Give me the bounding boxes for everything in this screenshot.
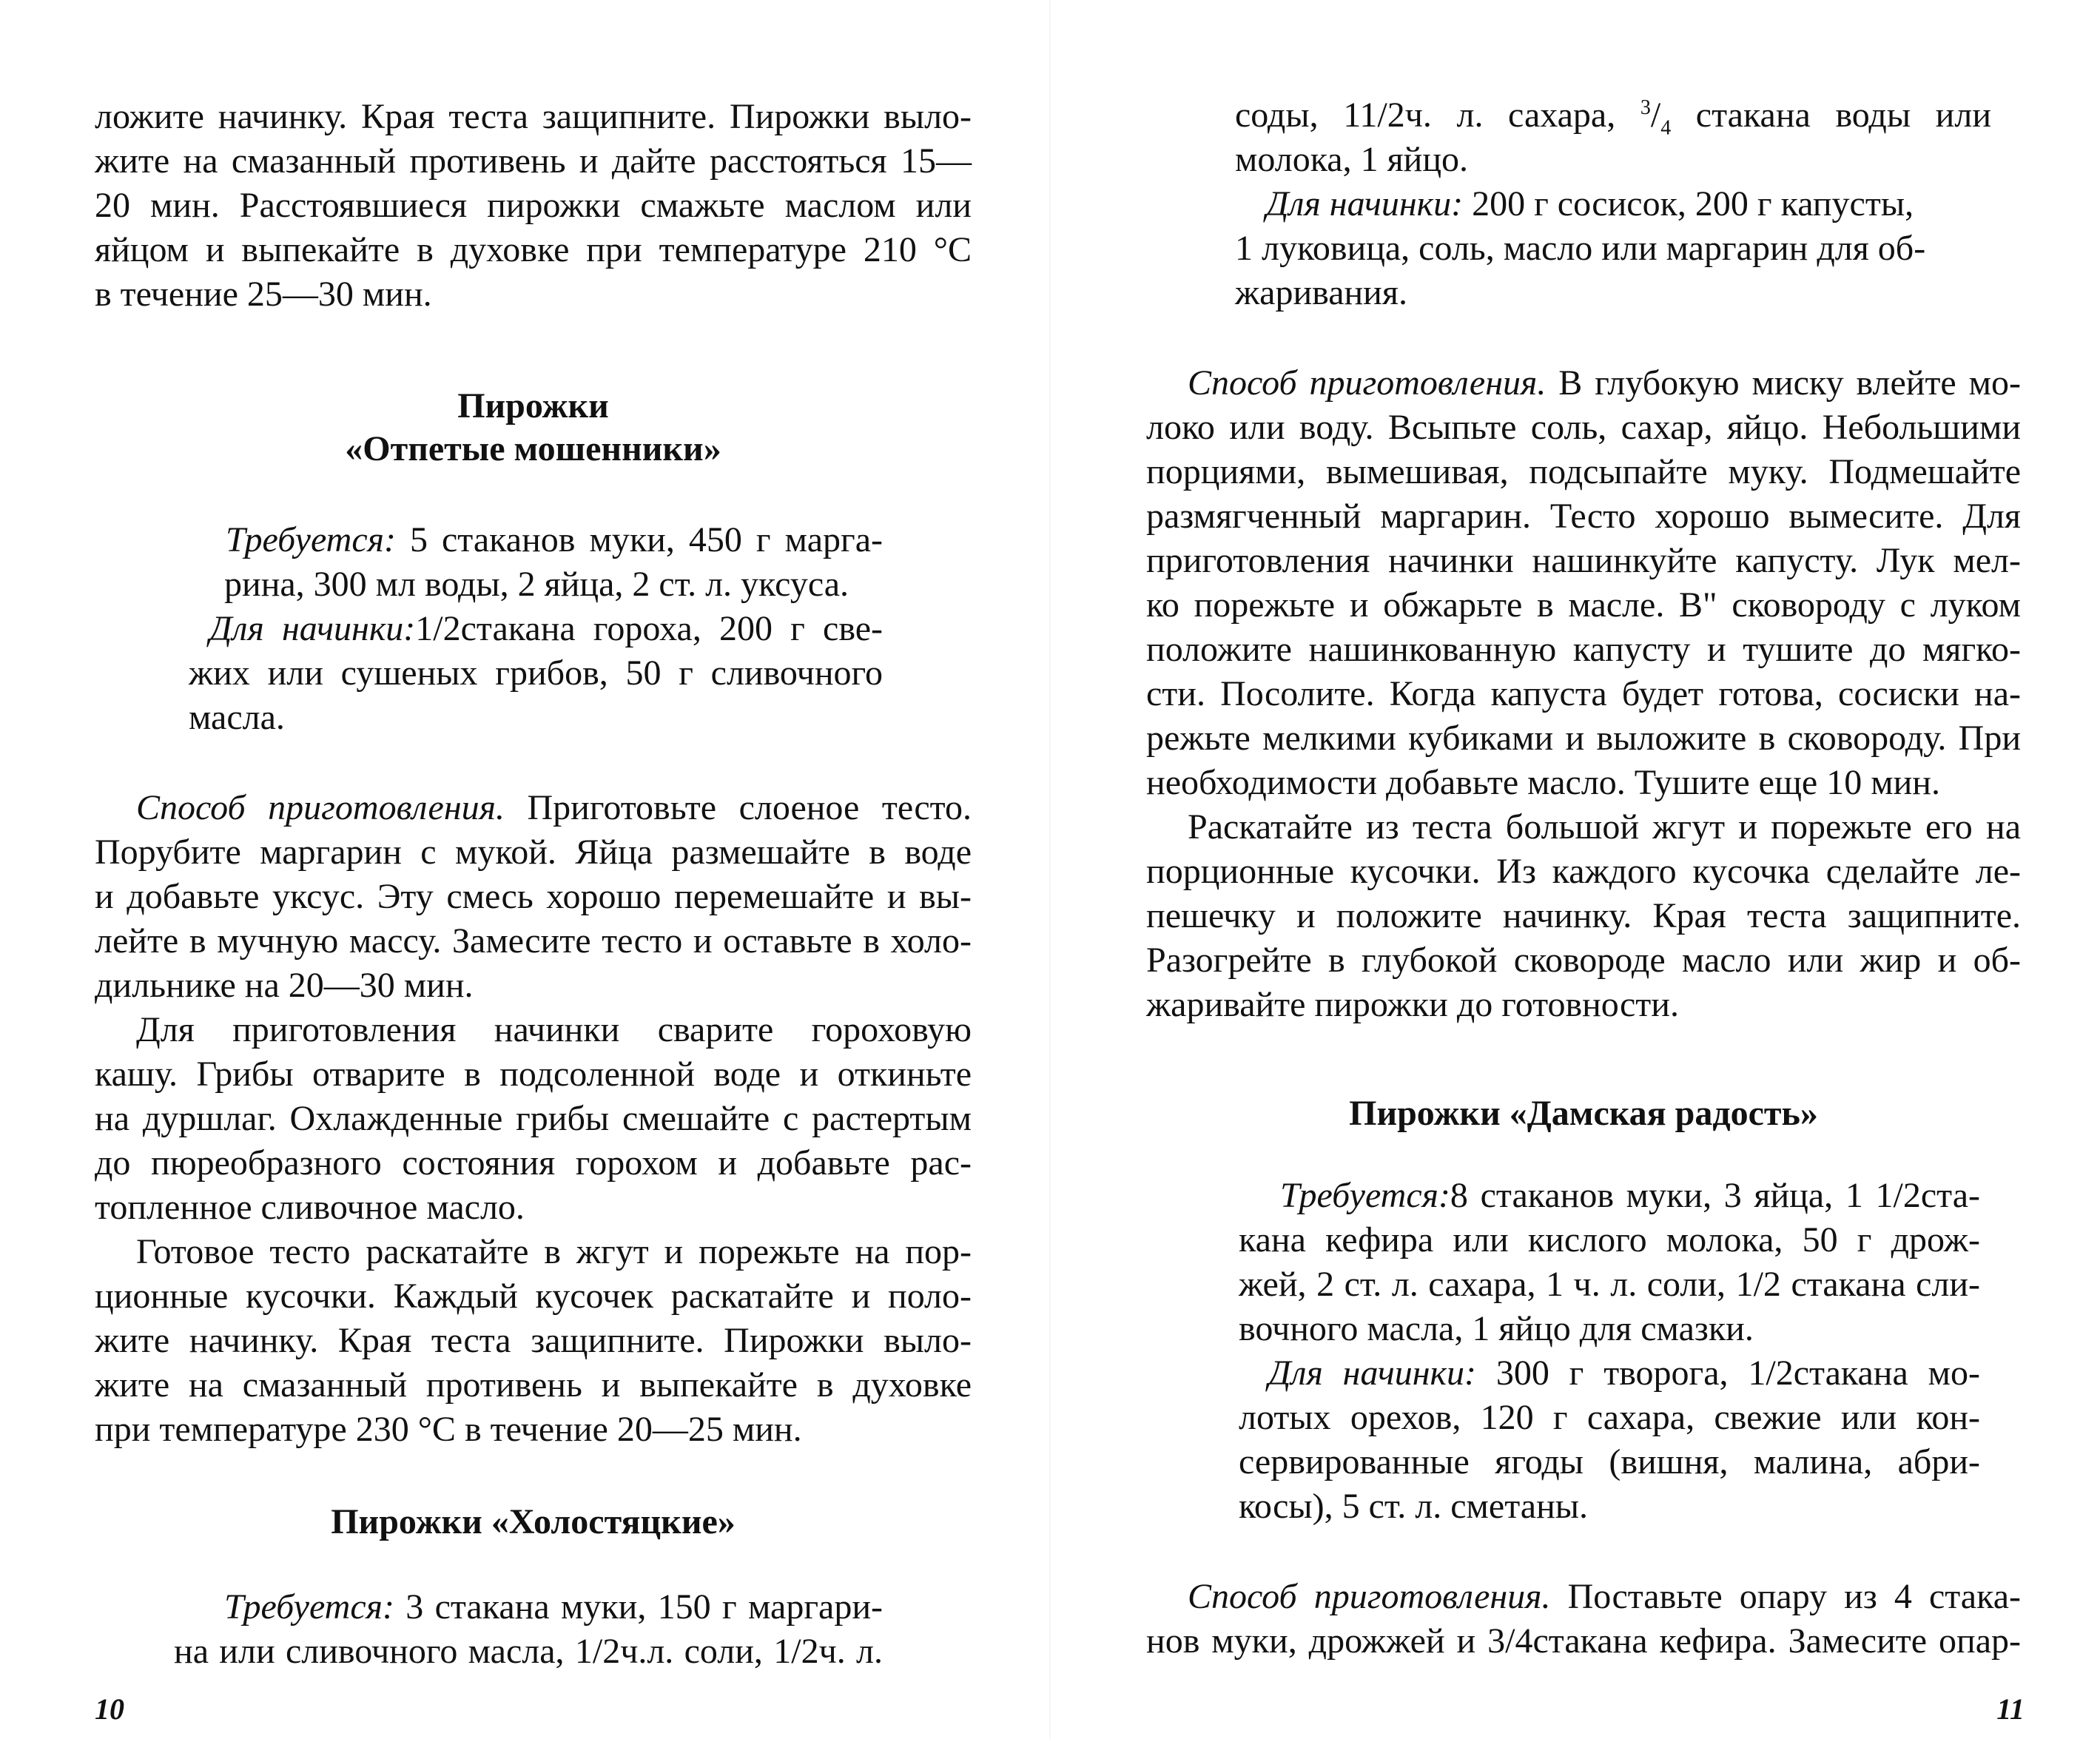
text-line: необходимости добавьте масло. Тушите еще 10 мин.: [1146, 763, 1940, 802]
ingredients-block: [189, 518, 883, 740]
filling-label: Для начинки:: [1268, 1353, 1476, 1393]
method-paragraph: [1146, 1575, 2021, 1664]
text-line: топленное сливочное масло.: [95, 1188, 525, 1227]
text-line: лейте в мучную массу. Замесите тесто и оставьте в холо-: [95, 921, 972, 961]
text-line: Раскатайте из теста большой жгут и порежьте его на: [1188, 807, 2021, 847]
text-line: порционные кусочки. Из каждого кусочка сделайте ле-: [1146, 852, 2021, 891]
recipe-title-line: «Отпетые мошенники»: [345, 429, 721, 468]
text-line: кана кефира или кислого молока, 50 г дрож-: [1239, 1220, 1980, 1259]
text-line: размягченный маргарин. Тесто хорошо вымесите. Для: [1146, 497, 2021, 536]
method-label: Способ приготовления.: [136, 788, 505, 827]
text-line: жаривайте пирожки до готовности.: [1146, 985, 1679, 1024]
page-number: 10: [95, 1692, 124, 1726]
text-line: жей, 2 ст. л. сахара, 1 ч. л. соли, 1/2 стакана сли-: [1239, 1265, 1980, 1304]
right-page: [1050, 0, 2100, 1739]
text-line: Готовое тесто раскатайте в жгут и порежьте на пор-: [136, 1232, 972, 1271]
text-line: Порубите маргарин с мукой. Яйца размешайте в воде: [95, 832, 972, 872]
text-line: соды, 11/2ч. л. сахара, $^3/_4$ стакана воды или: [1235, 95, 1992, 140]
text-line: Для начинки: 300 г творога, 1/2стакана мо-: [1268, 1353, 1981, 1393]
text-line: ционные кусочки. Каждый кусочек раскатайте и поло-: [95, 1276, 972, 1316]
text-line: масла.: [189, 698, 285, 737]
text-line: жих или сушеных грибов, 50 г сливочного: [189, 653, 883, 693]
ingredients-block: [1239, 1174, 1980, 1529]
method-paragraph: [1146, 361, 2021, 805]
text-line: рина, 300 мл воды, 2 яйца, 2 ст. л. уксуса.: [224, 565, 849, 604]
filling-paragraph: [95, 1008, 972, 1230]
page-number: 11: [1996, 1692, 2025, 1726]
text-line: сти. Посолите. Когда капуста будет готова, сосиски на-: [1146, 674, 2021, 713]
ingredients-label: Требуется:: [226, 520, 396, 559]
ingredients-block: [174, 1585, 883, 1674]
text-line: Требуется: 5 стаканов муки, 450 г марга-: [226, 520, 883, 559]
text-line: Для начинки: 200 г сосисок, 200 г капусты,: [1266, 184, 1914, 223]
text-line: и добавьте уксус. Эту смесь хорошо перемешайте и вы-: [95, 877, 972, 916]
method-label: Способ приготовления.: [1188, 1577, 1551, 1616]
text-line: на дуршлаг. Охлажденные грибы смешайте с растертым: [95, 1099, 972, 1138]
text-line: в течение 25—30 мин.: [95, 275, 432, 314]
ingredients-continuation: [1235, 93, 1991, 315]
text-line: жите на смазанный противень и выпекайте в духовке: [95, 1365, 972, 1405]
text-line: дильнике на 20—30 мин.: [95, 966, 474, 1005]
filling-label: Для начинки:: [209, 609, 416, 648]
text-line: до пюреобразного состояния горохом и добавьте рас-: [95, 1143, 972, 1183]
text-line: Способ приготовления. Приготовьте слоеное тесто.: [136, 788, 972, 827]
text-line: жите на смазанный противень и дайте расстояться 15—: [95, 141, 972, 181]
text-line: на или сливочного масла, 1/2ч.л. соли, 1/2ч. л.: [174, 1632, 883, 1671]
text-line: лотых орехов, 120 г сахара, свежие или кон-: [1239, 1398, 1980, 1437]
text-line: Способ приготовления. В глубокую миску влейте мо-: [1188, 363, 2021, 403]
text-line: при температуре 230 °С в течение 20—25 мин.: [95, 1410, 802, 1449]
text-line: косы), 5 ст. л. сметаны.: [1239, 1487, 1589, 1526]
left-column: [95, 95, 972, 1674]
text-line: кашу. Грибы отварите в подсоленной воде и откиньте: [95, 1054, 972, 1094]
recipe-title: Пирожки «Дамская радость»: [1349, 1094, 1818, 1133]
ingredients-label: Требуется:: [1280, 1176, 1450, 1215]
text-line: 20 мин. Расстоявшиеся пирожки смажьте маслом или: [95, 186, 972, 225]
text-line: пешечку и положите начинку. Края теста защипните.: [1146, 896, 2021, 935]
text-line: ко порежьте и обжарьте в масле. В" сковороду с луком: [1146, 585, 2021, 625]
text-line: ложите начинку. Края теста защипните. Пирожки выло-: [95, 97, 972, 136]
text-line: нов муки, дрожжей и 3/4стакана кефира. Замесите опар-: [1146, 1621, 2021, 1661]
intro-paragraph: [95, 95, 972, 317]
text-line: Для начинки:1/2стакана гороха, 200 г све-: [209, 609, 883, 648]
text-line: жаривания.: [1235, 273, 1407, 312]
method-paragraph: [95, 786, 972, 1008]
right-column: [1146, 93, 2021, 1664]
text-line: сервированные ягоды (вишня, малина, абри-: [1239, 1442, 1980, 1481]
text-line: Требуется: 3 стакана муки, 150 г маргари-: [224, 1587, 883, 1627]
fraction-numerator: 3: [1640, 96, 1651, 119]
text-line: локо или воду. Всыпьте соль, сахар, яйцо. Небольшими: [1146, 408, 2021, 447]
text-line: Способ приготовления. Поставьте опару из 4 стака-: [1188, 1577, 2021, 1616]
text-line: положите нашинкованную капусту и тушите до мягко-: [1146, 630, 2021, 669]
filling-label: Для начинки:: [1266, 184, 1464, 223]
shaping-paragraph: [1146, 805, 2021, 1027]
text-line: молока, 1 яйцо.: [1235, 140, 1469, 179]
text-line: жите начинку. Края теста защипните. Пирожки выло-: [95, 1321, 972, 1360]
text-line: режьте мелкими кубиками и выложите в сковороду. При: [1146, 719, 2021, 758]
text-line: 1 луковица, соль, масло или маргарин для об-: [1235, 229, 1926, 268]
recipe-title: [95, 385, 972, 471]
text-line: приготовления начинки нашинкуйте капусту. Лук мел-: [1146, 541, 2021, 580]
recipe-title-line: Пирожки: [457, 386, 609, 426]
text-line: Разогрейте в глубокой сковороде масло или жир и об-: [1146, 941, 2021, 980]
method-label: Способ приготовления.: [1188, 363, 1547, 403]
baking-paragraph: [95, 1230, 972, 1452]
fraction-denominator: 4: [1660, 116, 1672, 140]
text-line: Требуется:8 стаканов муки, 3 яйца, 1 1/2ста-: [1280, 1176, 1980, 1215]
text-line: яйцом и выпекайте в духовке при температуре 210 °С: [95, 230, 972, 269]
recipe-title: Пирожки «Холостяцкие»: [331, 1502, 736, 1541]
text-line: Для приготовления начинки сварите гороховую: [136, 1010, 972, 1049]
ingredients-label: Требуется:: [224, 1587, 394, 1627]
text-line: порциями, вымешивая, подсыпайте муку. Подмешайте: [1146, 452, 2021, 491]
text-line: вочного масла, 1 яйцо для смазки.: [1239, 1309, 1754, 1348]
